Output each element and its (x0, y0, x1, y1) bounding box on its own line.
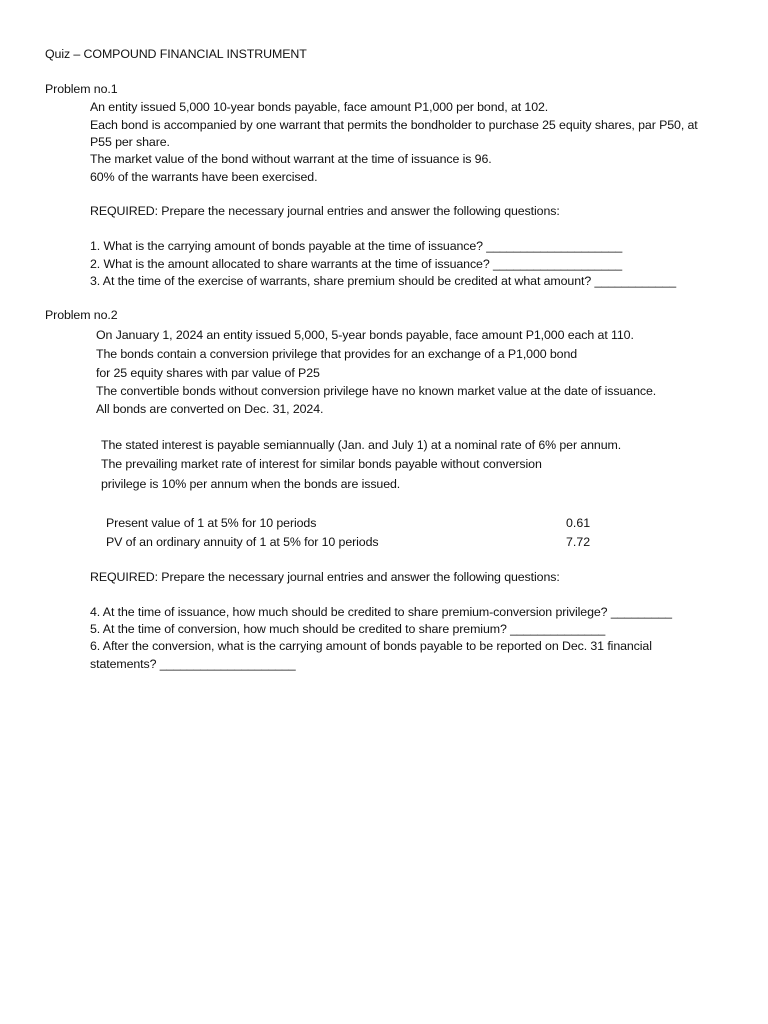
quiz-title: Quiz – COMPOUND FINANCIAL INSTRUMENT (45, 47, 307, 61)
problem-1-line: Each bond is accompanied by one warrant that permits the bondholder to purchase 25 equity shares, par P50, at (90, 118, 698, 132)
problem-2-line: On January 1, 2024 an entity issued 5,000, 5-year bonds payable, face amount P1,000 each at 110. (96, 328, 634, 342)
problem-1-heading: Problem no.1 (45, 82, 118, 96)
question-1: 1. What is the carrying amount of bonds payable at the time of issuance? ____________________ (90, 239, 623, 253)
question-4: 4. At the time of issuance, how much should be credited to share premium-conversion privilege? _________ (90, 605, 672, 619)
factor-value: 0.61 (566, 516, 591, 530)
question-6: 6. After the conversion, what is the carrying amount of bonds payable to be reported on Dec. 31 financial (90, 639, 652, 653)
interest-line: The prevailing market rate of interest for similar bonds payable without conversion (101, 457, 542, 471)
question-5: 5. At the time of conversion, how much should be credited to share premium? ______________ (90, 622, 606, 636)
problem-2-line: for 25 equity shares with par value of P25 (96, 366, 320, 380)
question-3: 3. At the time of the exercise of warrants, share premium should be credited at what amount? ____________ (90, 274, 676, 288)
factor-value: 7.72 (566, 535, 591, 549)
problem-2-line: The bonds contain a conversion privilege that provides for an exchange of a P1,000 bond (96, 347, 578, 361)
problem-2-line: The convertible bonds without conversion privilege have no known market value at the date of issuance. (96, 384, 657, 398)
problem-2-line: All bonds are converted on Dec. 31, 2024. (96, 402, 324, 416)
problem-1-line: 60% of the warrants have been exercised. (90, 170, 318, 184)
problem-2-heading: Problem no.2 (45, 308, 118, 322)
problem-1-line: P55 per share. (90, 135, 170, 149)
problem-1-line: An entity issued 5,000 10-year bonds payable, face amount P1,000 per bond, at 102. (90, 100, 549, 114)
interest-line: privilege is 10% per annum when the bonds are issued. (101, 477, 401, 491)
factor-label: Present value of 1 at 5% for 10 periods (106, 516, 317, 530)
problem-1-line: The market value of the bond without warrant at the time of issuance is 96. (90, 152, 492, 166)
problem-1-required: REQUIRED: Prepare the necessary journal entries and answer the following questions: (90, 204, 560, 218)
factor-label: PV of an ordinary annuity of 1 at 5% for 10 periods (106, 535, 379, 549)
problem-2-required: REQUIRED: Prepare the necessary journal entries and answer the following questions: (90, 570, 560, 584)
interest-line: The stated interest is payable semiannually (Jan. and July 1) at a nominal rate of 6% per annum. (101, 438, 622, 452)
question-2: 2. What is the amount allocated to share warrants at the time of issuance? ___________________ (90, 257, 623, 271)
question-6-continued: statements? ____________________ (90, 657, 296, 671)
